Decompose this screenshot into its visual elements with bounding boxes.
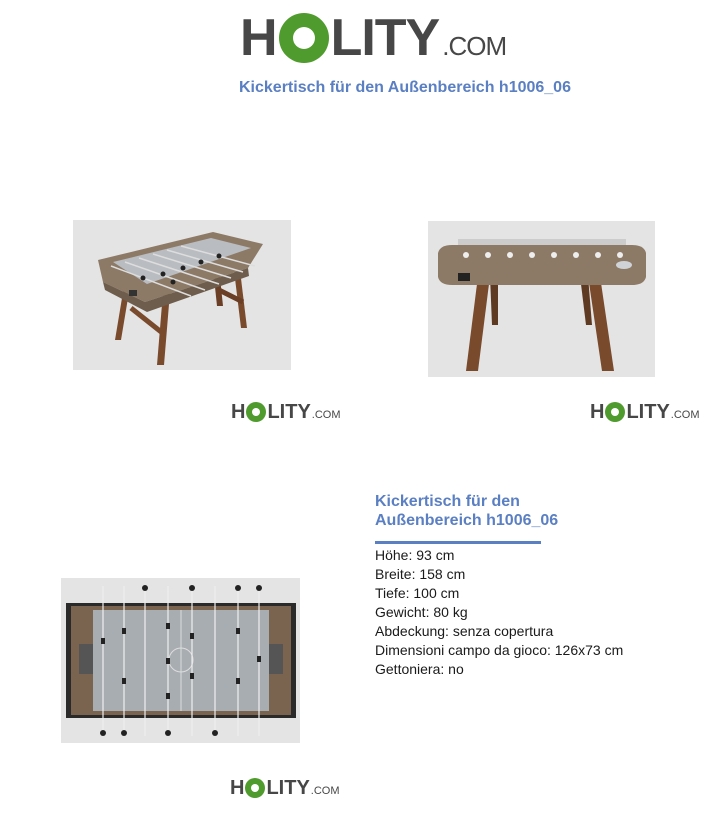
spec-depth: Tiefe: 100 cm [375,585,460,601]
logo-circle-icon [279,13,329,63]
holity-logo[interactable] [240,10,506,66]
holity-logo-photo3 [230,775,340,801]
spec-field-size: Dimensioni campo da gioco: 126x73 cm [375,642,624,658]
logo-suffix: .COM [670,408,700,421]
product-photo-top[interactable] [61,578,300,743]
logo-circle-icon [245,778,265,798]
logo-letters: LITY [330,9,440,67]
logo-letter-h: H [590,400,605,423]
logo-letters: LITY [266,776,310,799]
logo-letter-h: H [231,400,246,423]
logo-circle-icon [605,402,625,422]
foosball-table-top-image [61,578,300,743]
logo-letters: LITY [626,400,670,423]
page-title: Kickertisch für den Außenbereich h1006_06 [239,79,571,96]
product-photo-front[interactable] [428,221,655,377]
product-title-line1: Kickertisch für den [375,493,520,510]
spec-list [375,546,623,679]
spec-height: Höhe: 93 cm [375,547,455,563]
holity-logo-photo1 [231,399,341,425]
product-title-line2: Außenbereich h1006_06 [375,512,559,529]
holity-logo-photo2 [590,399,700,425]
foosball-table-perspective-image [73,220,291,370]
spec-coin-mechanism: Gettoniera: no [375,661,464,677]
logo-letters: LITY [267,400,311,423]
product-photo-perspective[interactable] [73,220,291,370]
logo-circle-icon [246,402,266,422]
logo-suffix: .COM [310,784,340,797]
logo-suffix: .COM [442,30,507,61]
title-divider [375,541,541,544]
logo-suffix: .COM [311,408,341,421]
logo-letter-h: H [230,776,245,799]
product-title [375,492,675,530]
spec-weight: Gewicht: 80 kg [375,604,468,620]
spec-cover: Abdeckung: senza copertura [375,623,554,639]
foosball-table-front-image [428,221,655,377]
logo-letter-h: H [240,9,277,67]
spec-width: Breite: 158 cm [375,566,466,582]
